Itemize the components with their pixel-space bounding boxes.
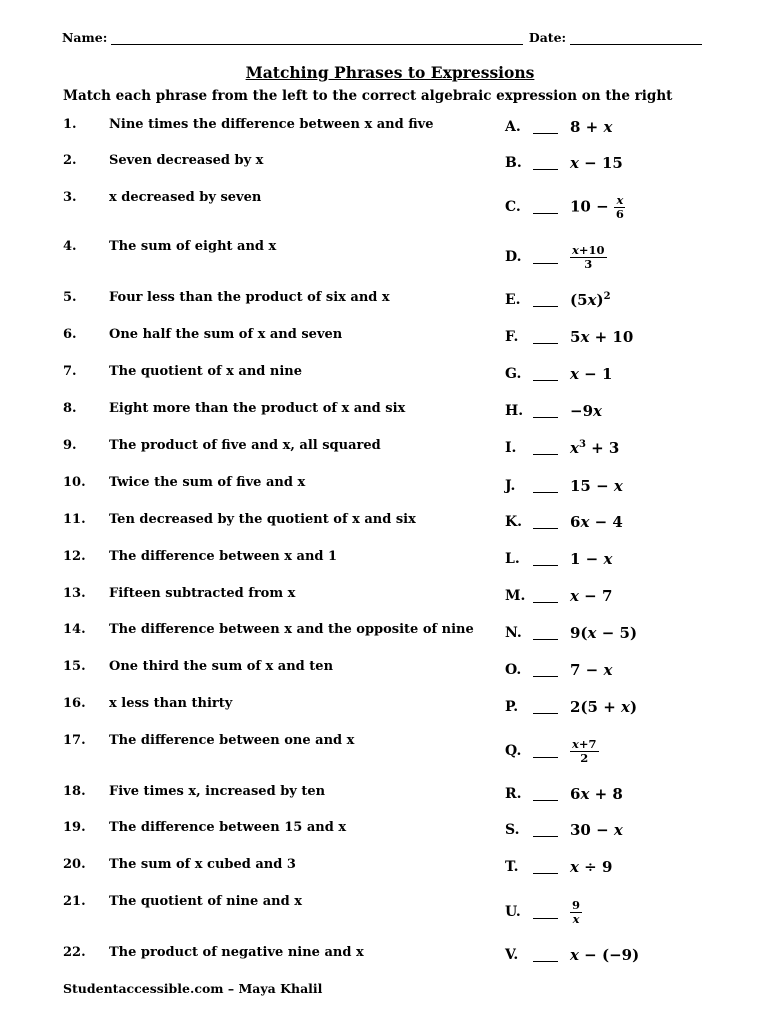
phrase-text: The difference between one and x: [109, 733, 355, 748]
answer-blank[interactable]: [533, 565, 558, 566]
phrase-text: Fifteen subtracted from x: [109, 586, 296, 601]
answer-letter: R.: [505, 786, 522, 802]
answer-item: [505, 855, 612, 879]
phrase-text: x decreased by seven: [109, 190, 262, 205]
answer-item: [505, 510, 623, 534]
answer-expression: x − 15: [570, 154, 623, 172]
answer-blank[interactable]: [533, 639, 558, 640]
answer-item: [505, 115, 612, 139]
answer-letter: I.: [505, 440, 517, 456]
phrase-item: [63, 784, 325, 799]
phrase-text: Nine times the difference between x and five: [109, 117, 434, 132]
answer-expression: [570, 738, 599, 765]
phrase-item: [63, 327, 342, 342]
answer-letter: Q.: [505, 743, 522, 759]
answer-expression: 7 − x: [570, 661, 613, 679]
phrase-item: [63, 733, 354, 748]
phrase-text: Five times x, increased by ten: [109, 784, 326, 799]
answer-item: [505, 584, 612, 608]
answer-expression: 9(x − 5): [570, 624, 638, 642]
header-line: [62, 30, 702, 45]
answer-expression: 30 − x: [570, 821, 623, 839]
phrase-item: [63, 117, 434, 132]
answer-item: [505, 782, 623, 806]
answer-letter: N.: [505, 625, 522, 641]
phrase-text: The product of negative nine and x: [109, 945, 364, 960]
phrase-number: 21.: [63, 894, 86, 909]
phrase-item: [63, 586, 295, 601]
phrase-number: 10.: [63, 475, 86, 490]
footer-credit: Studentaccessible.com – Maya Khalil: [63, 981, 323, 996]
phrase-number: 6.: [63, 327, 77, 342]
answer-item: [505, 399, 602, 423]
answer-blank[interactable]: [533, 380, 558, 381]
answer-expression: x − 7: [570, 587, 613, 605]
phrase-number: 9.: [63, 438, 77, 453]
phrase-item: [63, 190, 261, 205]
phrase-text: Ten decreased by the quotient of x and six: [109, 512, 416, 527]
answer-expression: x − (−9): [570, 946, 640, 964]
answer-item: [505, 192, 626, 221]
answer-letter: D.: [505, 249, 522, 265]
phrase-item: [63, 659, 333, 674]
phrase-item: [63, 364, 302, 379]
phrase-text: Twice the sum of five and x: [109, 475, 306, 490]
answer-blank[interactable]: [533, 492, 558, 493]
phrase-number: 8.: [63, 401, 77, 416]
answer-blank[interactable]: [533, 918, 558, 919]
phrase-number: 18.: [63, 784, 86, 799]
answer-blank[interactable]: [533, 417, 558, 418]
phrase-text: The difference between 15 and x: [109, 820, 347, 835]
answer-letter: A.: [505, 119, 521, 135]
answer-expression: 1 − x: [570, 550, 613, 568]
phrase-text: One half the sum of x and seven: [109, 327, 343, 342]
answer-item: [505, 325, 633, 349]
answer-blank[interactable]: [533, 676, 558, 677]
phrase-item: [63, 820, 346, 835]
answer-expression: $x^3 + 3$: [570, 439, 620, 457]
answer-expression: 8 + x: [570, 118, 613, 136]
answer-letter: T.: [505, 859, 519, 875]
phrase-text: x less than thirty: [109, 696, 233, 711]
answer-expression: 15 − x: [570, 477, 623, 495]
phrase-text: One third the sum of x and ten: [109, 659, 334, 674]
answer-letter: E.: [505, 292, 521, 308]
phrase-text: The sum of eight and x: [109, 239, 277, 254]
fraction: $\frac{x+7}{2}$: [572, 736, 597, 765]
answer-item: [505, 474, 623, 498]
fraction: $\frac{x}{6}$: [615, 192, 624, 221]
answer-blank[interactable]: [533, 528, 558, 529]
answer-letter: P.: [505, 699, 519, 715]
answer-expression: [570, 899, 582, 926]
answer-item: [505, 943, 639, 967]
phrase-number: 4.: [63, 239, 77, 254]
answer-blank[interactable]: [533, 713, 558, 714]
answer-letter: G.: [505, 366, 522, 382]
phrase-number: 17.: [63, 733, 86, 748]
phrase-item: [63, 549, 337, 564]
answer-blank[interactable]: [533, 343, 558, 344]
phrase-text: The difference between x and the opposite of nine: [109, 622, 474, 637]
answer-blank[interactable]: [533, 602, 558, 603]
answer-expression: x − 1: [570, 365, 613, 383]
phrase-item: [63, 696, 232, 711]
phrase-item: [63, 401, 405, 416]
phrase-number: 16.: [63, 696, 86, 711]
phrase-number: 15.: [63, 659, 86, 674]
answer-letter: V.: [505, 947, 519, 963]
answer-expression: 10 − $\frac{x}{6}$: [570, 192, 624, 221]
phrase-text: Eight more than the product of x and six: [109, 401, 406, 416]
answer-expression: x ÷ 9: [570, 858, 613, 876]
phrase-number: 12.: [63, 549, 86, 564]
answer-blank[interactable]: [533, 263, 558, 264]
answer-letter: F.: [505, 329, 519, 345]
phrase-text: The product of five and x, all squared: [109, 438, 381, 453]
phrase-number: 7.: [63, 364, 77, 379]
answer-expression: 6x + 8: [570, 785, 623, 803]
phrase-number: 19.: [63, 820, 86, 835]
answer-blank[interactable]: [533, 836, 558, 837]
answer-expression: −9x: [570, 402, 602, 420]
answer-letter: H.: [505, 403, 524, 419]
phrase-item: [63, 290, 390, 305]
answer-letter: K.: [505, 514, 523, 530]
answer-item: [505, 736, 599, 765]
answer-blank[interactable]: [533, 306, 558, 307]
phrase-text: The sum of x cubed and 3: [109, 857, 296, 872]
phrase-item: [63, 438, 381, 453]
phrase-text: The quotient of x and nine: [109, 364, 303, 379]
phrase-item: [63, 622, 474, 637]
phrase-number: 14.: [63, 622, 86, 637]
date-label: Date:: [528, 30, 567, 45]
phrase-text: The difference between x and 1: [109, 549, 338, 564]
phrase-number: 20.: [63, 857, 86, 872]
answer-expression: 6x − 4: [570, 513, 623, 531]
phrase-item: [63, 475, 305, 490]
answer-letter: L.: [505, 551, 520, 567]
phrase-number: 1.: [63, 117, 77, 132]
phrase-number: 22.: [63, 945, 86, 960]
answer-blank[interactable]: [533, 133, 558, 134]
name-field[interactable]: [111, 34, 523, 45]
answer-expression: 5x + 10: [570, 328, 634, 346]
phrase-number: 5.: [63, 290, 77, 305]
instructions: Match each phrase from the left to the correct algebraic expression on the right: [63, 88, 673, 104]
answer-item: [505, 547, 612, 571]
phrase-item: [63, 512, 416, 527]
answer-item: [505, 242, 607, 271]
answer-expression: 2(5 + x): [570, 698, 638, 716]
answer-item: [505, 288, 611, 312]
phrase-number: 2.: [63, 153, 77, 168]
phrase-number: 11.: [63, 512, 86, 527]
answer-letter: M.: [505, 588, 526, 604]
answer-item: [505, 621, 637, 645]
answer-blank[interactable]: [533, 873, 558, 874]
answer-item: [505, 362, 612, 386]
phrase-number: 13.: [63, 586, 86, 601]
answer-letter: U.: [505, 904, 521, 920]
phrase-item: [63, 945, 364, 960]
phrase-item: [63, 857, 296, 872]
answer-item: [505, 695, 637, 719]
answer-blank[interactable]: [533, 757, 558, 758]
answer-letter: C.: [505, 199, 521, 215]
answer-expression: [570, 244, 607, 271]
worksheet-title: Matching Phrases to Expressions: [245, 63, 535, 82]
phrase-text: The quotient of nine and x: [109, 894, 303, 909]
date-field[interactable]: [570, 34, 702, 45]
answer-item: [505, 436, 619, 460]
phrase-number: 3.: [63, 190, 77, 205]
answer-blank[interactable]: [533, 213, 558, 214]
fraction: $\frac{9}{x}$: [572, 897, 581, 926]
answer-item: [505, 151, 623, 175]
phrase-item: [63, 153, 263, 168]
answer-letter: J.: [505, 478, 516, 494]
answer-blank[interactable]: [533, 169, 558, 170]
phrase-text: Seven decreased by x: [109, 153, 264, 168]
answer-blank[interactable]: [533, 800, 558, 801]
name-label: Name:: [62, 30, 108, 45]
answer-item: [505, 897, 582, 926]
answer-item: [505, 818, 623, 842]
phrase-item: [63, 894, 302, 909]
answer-letter: B.: [505, 155, 522, 171]
answer-expression: $(5x)^2$: [570, 291, 611, 309]
answer-blank[interactable]: [533, 454, 558, 455]
answer-letter: O.: [505, 662, 522, 678]
fraction: $\frac{x+10}{3}$: [572, 242, 605, 271]
answer-blank[interactable]: [533, 961, 558, 962]
phrase-item: [63, 239, 276, 254]
answer-letter: S.: [505, 822, 520, 838]
answer-item: [505, 658, 612, 682]
phrase-text: Four less than the product of six and x: [109, 290, 390, 305]
